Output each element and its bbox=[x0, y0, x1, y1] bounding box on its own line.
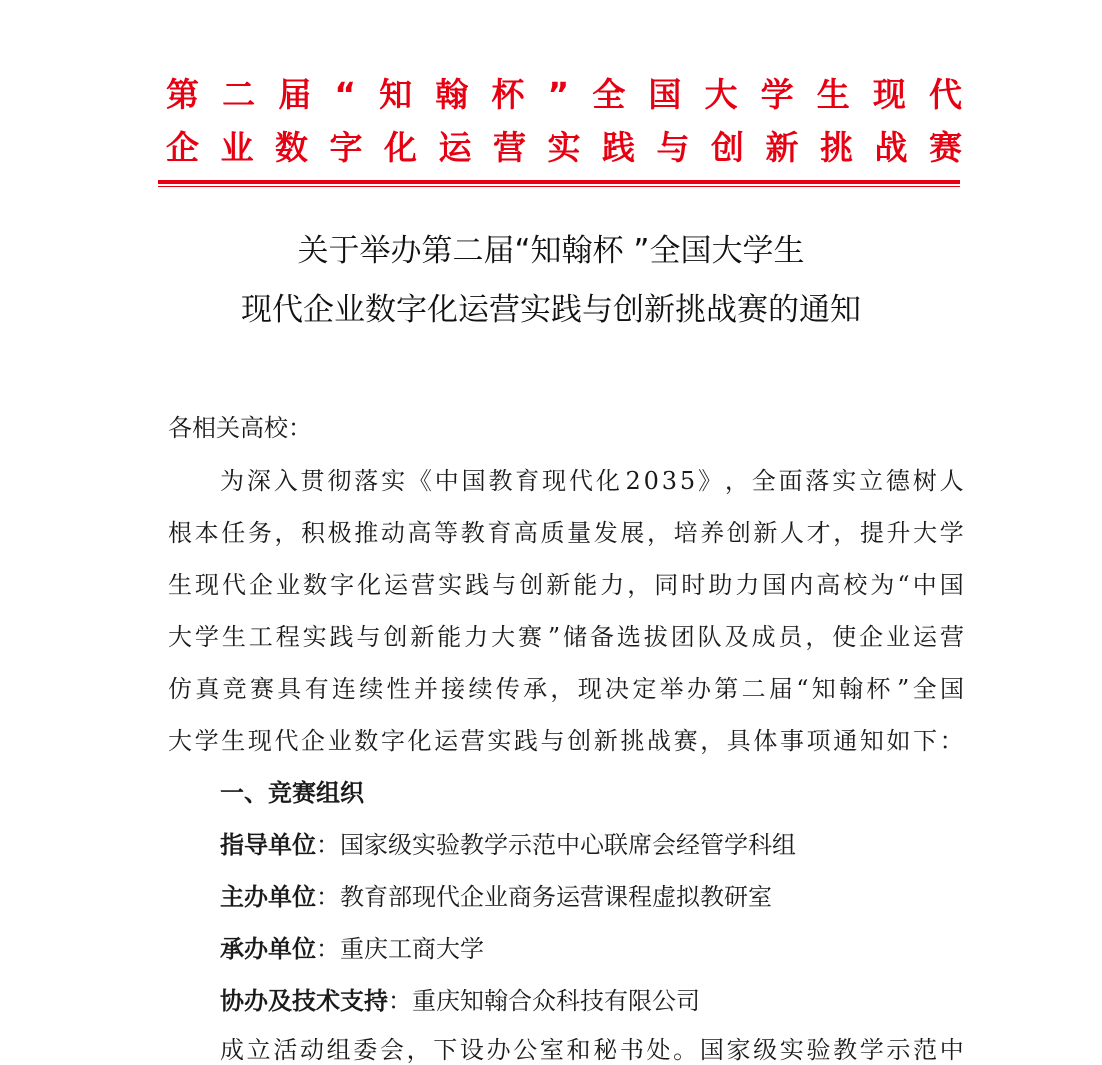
red-header-line-2: 企 业 数 字 化 运 营 实 践 与 创 新 挑 战 赛 bbox=[166, 128, 962, 167]
section-heading: 一、竞赛组织 bbox=[220, 779, 364, 807]
body-line: 大 学 生 工 程 实 践 与 创 新 能 力 大 赛 ” 储 备 选 拔 团 队 及 成 员 ， 使 企 业 运 营 bbox=[168, 623, 964, 651]
org-item-sep: ： bbox=[388, 987, 412, 1015]
body-line: 大 学 生 现 代 企 业 数 字 化 运 营 实 践 与 创 新 挑 战 赛 ， 具 体 事 项 通 知 如 下 ： bbox=[168, 727, 964, 755]
org-item-guidance bbox=[220, 831, 964, 860]
org-item-value: 教育部现代企业商务运营课程虚拟教研室 bbox=[340, 883, 772, 911]
body-line: 仿 真 竞 赛 具 有 连 续 性 并 接 续 传 承 ， 现 决 定 举 办 第 二 届 “ 知 翰 杯 ” 全 国 bbox=[168, 675, 964, 703]
salutation: 各相关高校： bbox=[168, 414, 312, 442]
red-header-line-1: 第 二 届 “ 知 翰 杯 ” 全 国 大 学 生 现 代 bbox=[166, 75, 962, 114]
body-line: 为 深 入 贯 彻 落 实 《 中 国 教 育 现 代 化 2 0 3 5 》 ， 全 面 落 实 立 德 树 人 bbox=[220, 467, 964, 495]
org-item-host bbox=[220, 883, 964, 912]
org-item-value: 重庆知翰合众科技有限公司 bbox=[412, 987, 700, 1015]
document-title-line-2: 现代企业数字化运营实践与创新挑战赛的通知 bbox=[241, 292, 861, 328]
org-item-sep: ： bbox=[316, 883, 340, 911]
org-item-label: 主办单位 bbox=[220, 883, 316, 911]
org-item-value: 国家级实验教学示范中心联席会经管学科组 bbox=[340, 831, 796, 859]
red-rule-thick bbox=[158, 180, 960, 184]
body-line: 根 本 任 务 ， 积 极 推 动 高 等 教 育 高 质 量 发 展 ， 培 养 创 新 人 才 ， 提 升 大 学 bbox=[168, 519, 964, 547]
org-item-sep: ： bbox=[316, 831, 340, 859]
red-rule-thin bbox=[158, 186, 960, 187]
org-item-value: 重庆工商大学 bbox=[340, 935, 484, 963]
org-item-label: 承办单位 bbox=[220, 935, 316, 963]
org-item-organizer bbox=[220, 935, 964, 964]
body-line-cutoff: 成 立 活 动 组 委 会 ， 下 设 办 公 室 和 秘 书 处 。 国 家 级 实 验 教 学 示 范 中 bbox=[220, 1036, 964, 1064]
org-item-label: 指导单位 bbox=[220, 831, 316, 859]
body-line: 生 现 代 企 业 数 字 化 运 营 实 践 与 创 新 能 力 ， 同 时 助 力 国 内 高 校 为 “ 中 国 bbox=[168, 571, 964, 599]
org-item-label: 协办及技术支持 bbox=[220, 987, 388, 1015]
org-item-support bbox=[220, 987, 964, 1016]
document-title-line-1: 关于举办第二届“知翰杯 ”全国大学生 bbox=[297, 233, 805, 269]
org-item-sep: ： bbox=[316, 935, 340, 963]
